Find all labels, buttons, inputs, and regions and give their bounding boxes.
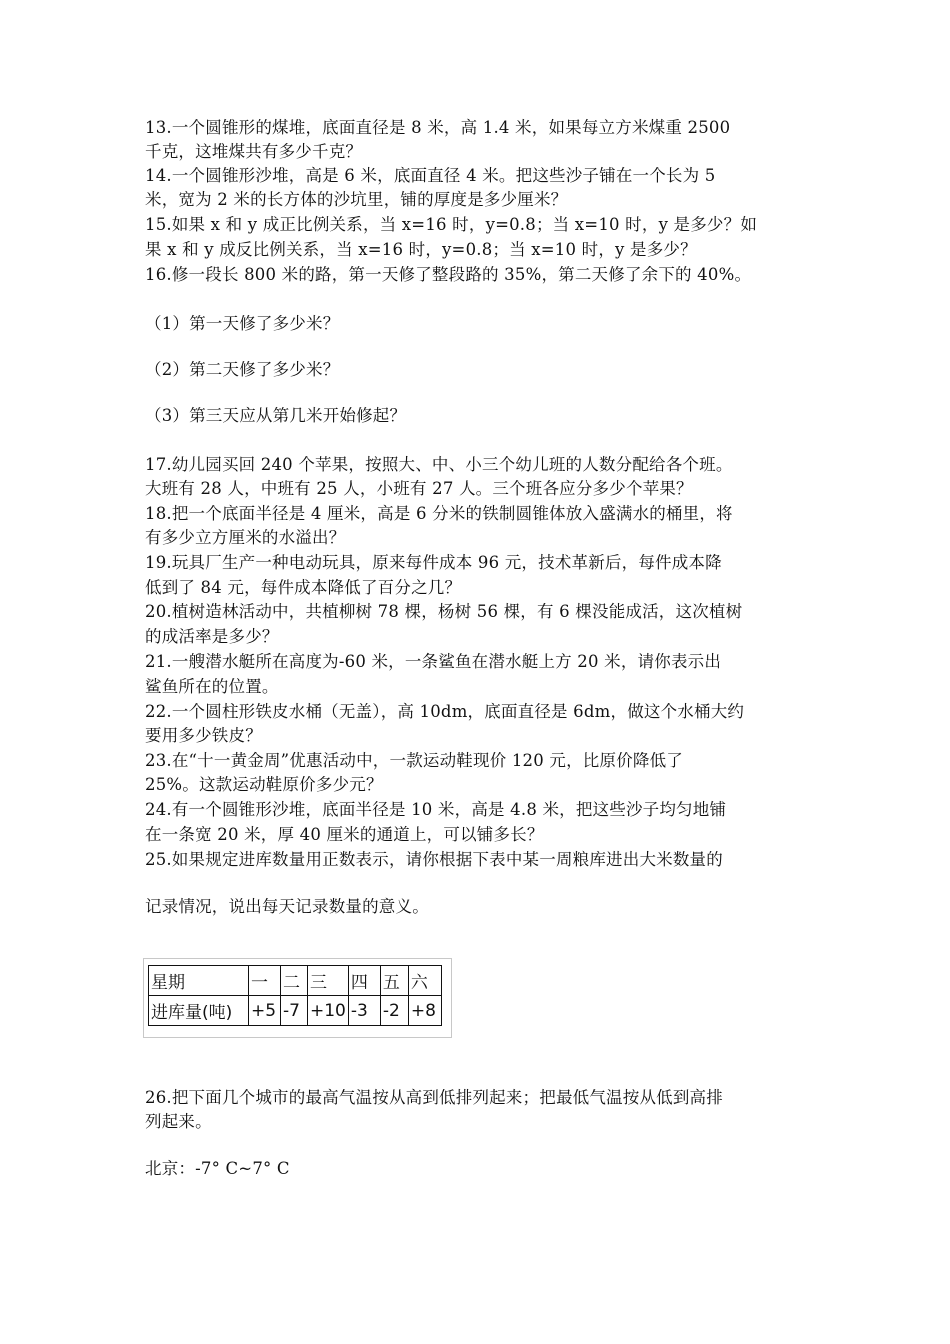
table-cell: +8 [408, 996, 441, 1026]
text-line: 26.把下面几个城市的最高气温按从高到低排列起来；把最低气温按从低到高排 [145, 1088, 723, 1107]
text-line: 23.在“十一黄金周”优惠活动中，一款运动鞋现价 120 元，比原价降低了 [145, 751, 683, 770]
text-line: 20.植树造林活动中，共植柳树 78 棵，杨树 56 棵，有 6 棵没能成活，这次植树 [145, 602, 743, 621]
table-cell: 五 [380, 966, 408, 996]
text-line: 24.有一个圆锥形沙堆，底面半径是 10 米，高是 4.8 米，把这些沙子均匀地铺 [145, 800, 727, 819]
text-line: 鲨鱼所在的位置。 [145, 677, 279, 696]
table-cell: 进库量(吨) [149, 996, 249, 1026]
sub-question-line: （1）第一天修了多少米？ [145, 314, 340, 333]
table-cell: 星期 [149, 966, 249, 996]
table-cell: 一 [249, 966, 281, 996]
rice-storage-table [148, 965, 442, 1026]
text-line: 千克，这堆煤共有多少千克？ [145, 142, 363, 161]
text-line: 22.一个圆柱形铁皮水桶（无盖），高 10dm，底面直径是 6dm，做这个水桶大约 [145, 702, 745, 721]
sub-question-line: （2）第二天修了多少米？ [145, 360, 340, 379]
text-line: 21.一艘潜水艇所在高度为-60 米，一条鲨鱼在潜水艇上方 20 米，请你表示出 [145, 652, 722, 671]
table-cell: +5 [249, 996, 281, 1026]
table-header-row [149, 966, 442, 996]
text-line: 17.幼儿园买回 240 个苹果，按照大、中、小三个幼儿班的人数分配给各个班。 [145, 455, 733, 474]
text-line: 14.一个圆锥形沙堆，高是 6 米，底面直径 4 米。把这些沙子铺在一个长为 5 [145, 166, 716, 185]
table-row [149, 996, 442, 1026]
text-line: 25%。这款运动鞋原价多少元？ [145, 775, 383, 794]
text-line: 在一条宽 20 米，厚 40 厘米的通道上，可以铺多长？ [145, 825, 544, 844]
table-cell: -2 [380, 996, 408, 1026]
text-line: 19.玩具厂生产一种电动玩具，原来每件成本 96 元，技术革新后，每件成本降 [145, 553, 722, 572]
table-cell: -7 [281, 996, 308, 1026]
text-line: 低到了 84 元，每件成本降低了百分之几？ [145, 578, 462, 597]
table-cell: +10 [308, 996, 349, 1026]
text-line: 18.把一个底面半径是 4 厘米，高是 6 分米的铁制圆锥体放入盛满水的桶里，将 [145, 504, 733, 523]
text-line: 13.一个圆锥形的煤堆，底面直径是 8 米，高 1.4 米，如果每立方米煤重 2500 [145, 118, 731, 137]
table-cell: 三 [308, 966, 349, 996]
table-cell: 四 [348, 966, 380, 996]
text-line: 要用多少铁皮？ [145, 726, 262, 745]
text-line: 果 x 和 y 成反比例关系，当 x=16 时，y=0.8；当 x=10 时，y 是多少？ [145, 240, 697, 259]
text-line: 16.修一段长 800 米的路，第一天修了整段路的 35%，第二天修了余下的 40%。 [145, 265, 752, 284]
text-line: 北京：-7° C~7° C [145, 1159, 290, 1178]
text-line: 25.如果规定进库数量用正数表示，请你根据下表中某一周粮库进出大米数量的 [145, 850, 723, 869]
table-cell: 六 [408, 966, 441, 996]
text-line: 大班有 28 人，中班有 25 人，小班有 27 人。三个班各应分多少个苹果？ [145, 479, 693, 498]
table-cell: -3 [348, 996, 380, 1026]
text-line: 米，宽为 2 米的长方体的沙坑里，铺的厚度是多少厘米？ [145, 190, 568, 209]
text-line: 有多少立方厘米的水溢出？ [145, 528, 346, 547]
table-cell: 二 [281, 966, 308, 996]
text-line: 的成活率是多少？ [145, 627, 279, 646]
sub-question-line: （3）第三天应从第几米开始修起？ [145, 406, 407, 425]
rice-storage-table-frame [143, 958, 452, 1038]
text-line: 15.如果 x 和 y 成正比例关系，当 x=16 时，y=0.8；当 x=10 时，y 是多少？如 [145, 215, 758, 234]
text-line: 记录情况，说出每天记录数量的意义。 [145, 897, 429, 916]
text-line: 列起来。 [145, 1112, 212, 1131]
